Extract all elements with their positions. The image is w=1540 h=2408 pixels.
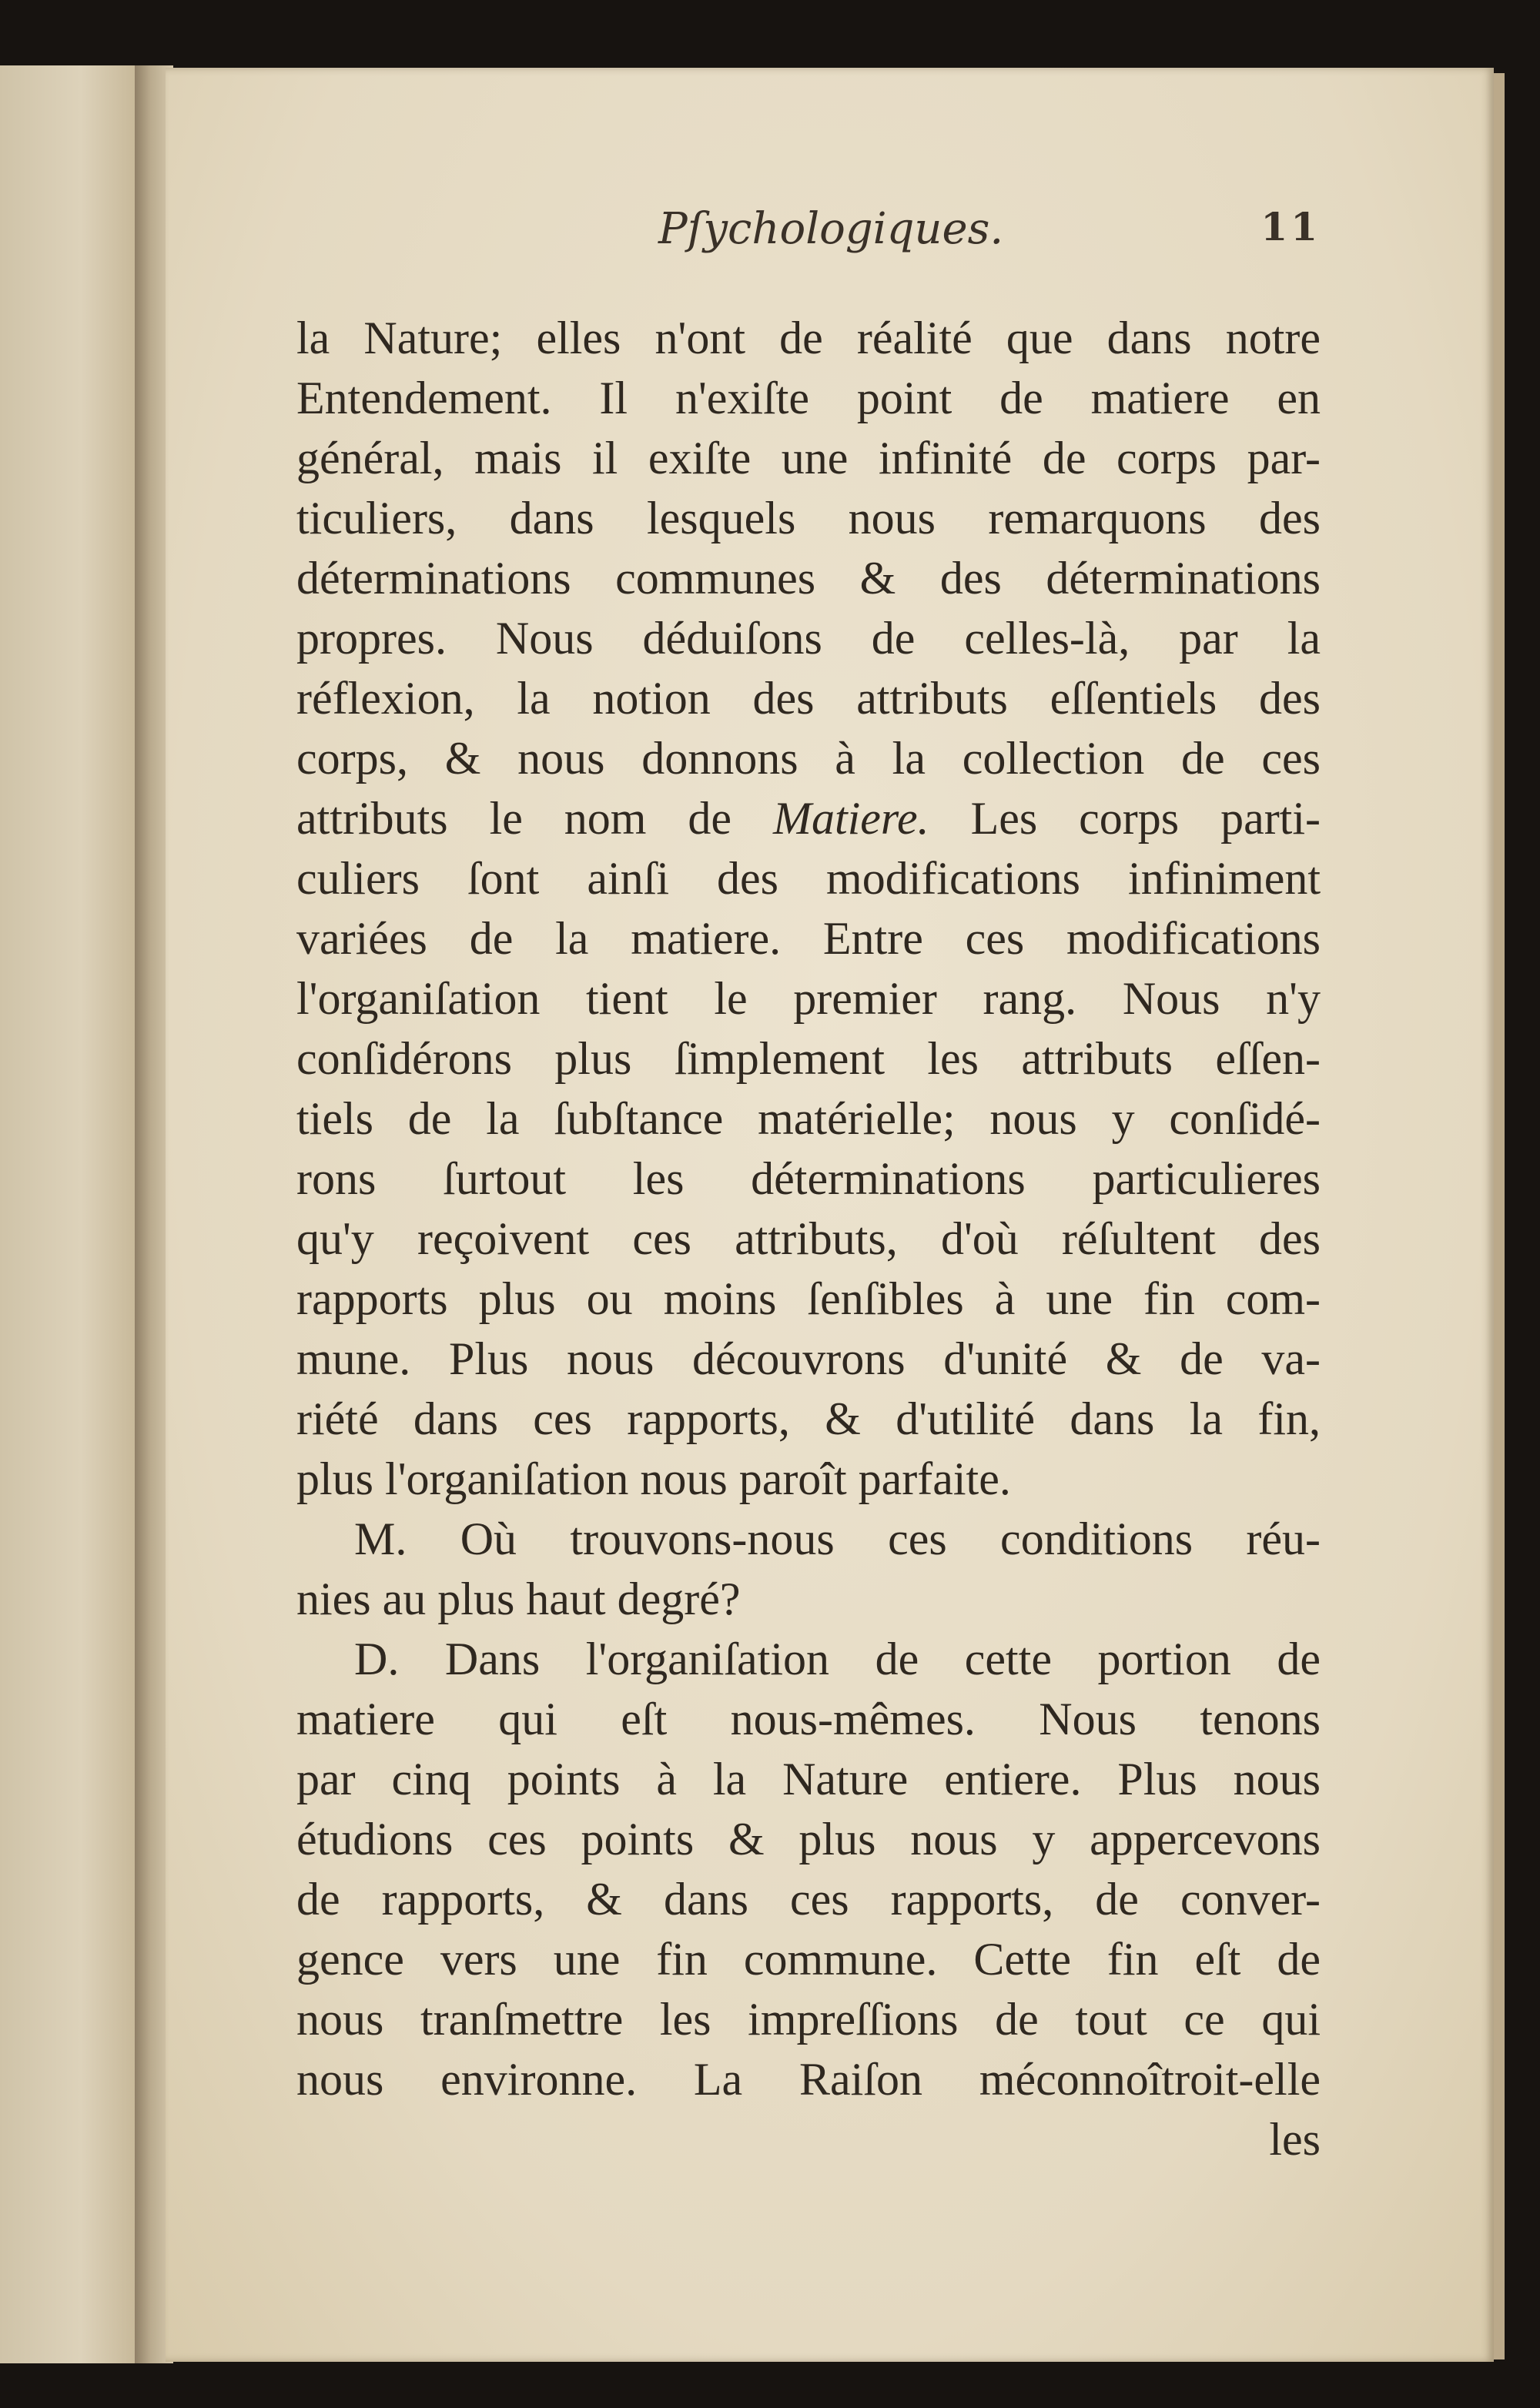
text-line: matiere qui eſt nous-mêmes. Nous tenons bbox=[296, 1694, 1321, 1744]
text-line: plus l'organiſation nous paroît parfaite. bbox=[296, 1453, 1011, 1504]
text-segment: attributs le nom de bbox=[296, 793, 773, 844]
text-line: variées de la matiere. Entre ces modifications bbox=[296, 913, 1321, 964]
italic-term: Matiere. bbox=[772, 793, 929, 844]
text-line: rapports plus ou moins ſenſibles à une fin com- bbox=[296, 1273, 1321, 1324]
text-line: D. Dans l'organiſation de cette portion de bbox=[354, 1634, 1321, 1684]
text-line: rons ſurtout les déterminations particulieres bbox=[296, 1153, 1321, 1204]
body-text bbox=[296, 308, 1321, 2169]
text-line: tiels de la ſubſtance matérielle; nous y conſidé- bbox=[296, 1093, 1321, 1144]
text-line: de rapports, & dans ces rapports, de conver- bbox=[296, 1874, 1321, 1925]
page-header bbox=[296, 204, 1321, 266]
text-line: ticuliers, dans lesquels nous remarquons des bbox=[296, 493, 1321, 543]
text-line: corps, & nous donnons à la collection de ces bbox=[296, 733, 1321, 784]
text-line: conſidérons plus ſimplement les attributs eſſen- bbox=[296, 1033, 1321, 1084]
text-line: étudions ces points & plus nous y appercevons bbox=[296, 1814, 1321, 1865]
text-line: mune. Plus nous découvrons d'unité & de va- bbox=[296, 1333, 1321, 1384]
text-line: par cinq points à la Nature entiere. Plus nous bbox=[296, 1754, 1321, 1804]
page-number: 11 bbox=[1260, 204, 1321, 249]
text-line: qu'y reçoivent ces attributs, d'où réſultent des bbox=[296, 1213, 1321, 1264]
text-line: l'organiſation tient le premier rang. Nous n'y bbox=[296, 973, 1321, 1024]
text-line: déterminations communes & des déterminations bbox=[296, 553, 1321, 604]
text-line: gence vers une fin commune. Cette fin eſt de bbox=[296, 1934, 1321, 1985]
text-line: propres. Nous déduiſons de celles-là, par la bbox=[296, 613, 1321, 664]
text-line: la Nature; elles n'ont de réalité que dans notre bbox=[296, 313, 1321, 363]
text-line: nous environne. La Raiſon méconnoîtroit-elle bbox=[296, 2054, 1321, 2105]
facing-page-edge bbox=[0, 65, 135, 2363]
text-line: réflexion, la notion des attributs eſſentiels des bbox=[296, 673, 1321, 724]
text-line: M. Où trouvons-nous ces conditions réu- bbox=[354, 1513, 1321, 1564]
catchword: les bbox=[1269, 2114, 1321, 2165]
text-line bbox=[296, 788, 1321, 848]
text-line: général, mais il exiſte une infinité de corps par- bbox=[296, 433, 1321, 483]
text-segment: Les corps parti- bbox=[929, 793, 1321, 844]
text-line: culiers ſont ainſi des modifications infiniment bbox=[296, 853, 1321, 904]
text-line: nous tranſmettre les impreſſions de tout ce qui bbox=[296, 1994, 1321, 2045]
page-edge bbox=[1494, 73, 1505, 2360]
text-line: nies au plus haut degré? bbox=[296, 1574, 741, 1624]
text-line: riété dans ces rapports, & d'utilité dans la fin, bbox=[296, 1393, 1321, 1444]
running-title: Pſychologiques. bbox=[658, 204, 1004, 254]
text-line: Entendement. Il n'exiſte point de matiere en bbox=[296, 373, 1321, 423]
